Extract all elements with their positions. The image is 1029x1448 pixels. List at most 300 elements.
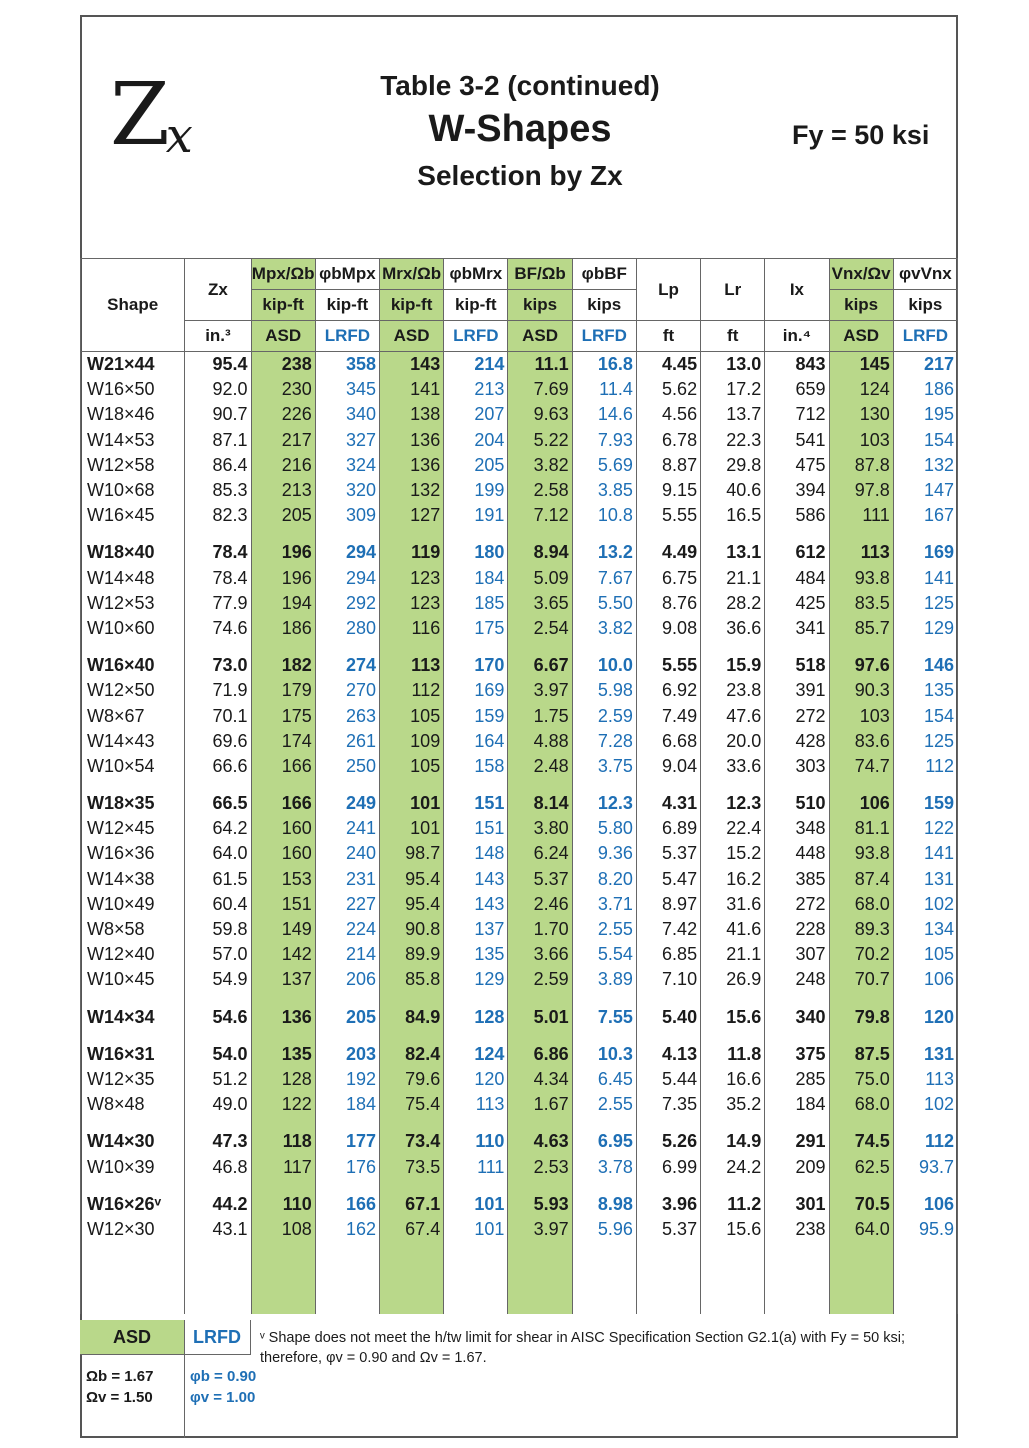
value-cell: 111 xyxy=(829,503,893,528)
value-cell: 21.1 xyxy=(701,566,765,591)
unit-cell: kips xyxy=(829,290,893,321)
value-cell: 95.9 xyxy=(893,1217,957,1242)
value-cell: 132 xyxy=(893,453,957,478)
spacer-cell xyxy=(251,1242,315,1314)
value-cell: 5.93 xyxy=(508,1180,572,1217)
value-cell: 151 xyxy=(251,892,315,917)
value-cell: 79.6 xyxy=(380,1067,444,1092)
value-cell: 7.35 xyxy=(636,1092,700,1117)
value-cell: 8.87 xyxy=(636,453,700,478)
value-cell: 73.5 xyxy=(380,1154,444,1179)
value-cell: 15.9 xyxy=(701,641,765,678)
unit-cell: kip-ft xyxy=(444,290,508,321)
value-cell: 60.4 xyxy=(185,892,251,917)
table-row xyxy=(81,841,958,866)
value-cell: 54.6 xyxy=(185,993,251,1030)
value-cell: 2.46 xyxy=(508,892,572,917)
value-cell: 294 xyxy=(315,566,379,591)
value-cell: 128 xyxy=(444,993,508,1030)
col-lp: Lp xyxy=(636,259,700,321)
value-cell: 6.75 xyxy=(636,566,700,591)
value-cell: 33.6 xyxy=(701,754,765,779)
shape-cell: W10×39 xyxy=(81,1154,185,1179)
value-cell: 26.9 xyxy=(701,967,765,992)
table-row xyxy=(81,867,958,892)
shape-cell: W12×30 xyxy=(81,1217,185,1242)
value-cell: 79.8 xyxy=(829,993,893,1030)
value-cell: 226 xyxy=(251,402,315,427)
shape-cell: W14×48 xyxy=(81,566,185,591)
value-cell: 7.69 xyxy=(508,377,572,402)
value-cell: 131 xyxy=(893,867,957,892)
value-cell: 209 xyxy=(765,1154,829,1179)
unit-cell: kips xyxy=(508,290,572,321)
value-cell: 73.4 xyxy=(380,1117,444,1154)
value-cell: 712 xyxy=(765,402,829,427)
value-cell: 7.67 xyxy=(572,566,636,591)
value-cell: 3.75 xyxy=(572,754,636,779)
value-cell: 28.2 xyxy=(701,591,765,616)
value-cell: 5.22 xyxy=(508,428,572,453)
value-cell: 13.0 xyxy=(701,352,765,378)
value-cell: 14.6 xyxy=(572,402,636,427)
value-cell: 3.82 xyxy=(508,453,572,478)
spacer-cell xyxy=(829,1242,893,1314)
value-cell: 83.5 xyxy=(829,591,893,616)
value-cell: 9.04 xyxy=(636,754,700,779)
value-cell: 375 xyxy=(765,1030,829,1067)
value-cell: 204 xyxy=(444,428,508,453)
omega-v: Ωv = 1.50 xyxy=(86,1389,153,1406)
value-cell: 54.0 xyxy=(185,1030,251,1067)
value-cell: 90.8 xyxy=(380,917,444,942)
value-cell: 85.7 xyxy=(829,616,893,641)
value-cell: 101 xyxy=(444,1180,508,1217)
value-cell: 134 xyxy=(893,917,957,942)
value-cell: 102 xyxy=(893,1092,957,1117)
table-row xyxy=(81,1067,958,1092)
shape-cell: W14×53 xyxy=(81,428,185,453)
value-cell: 240 xyxy=(315,841,379,866)
value-cell: 5.37 xyxy=(636,841,700,866)
value-cell: 125 xyxy=(893,591,957,616)
value-cell: 340 xyxy=(315,402,379,427)
value-cell: 68.0 xyxy=(829,1092,893,1117)
value-cell: 73.0 xyxy=(185,641,251,678)
col-mrx-lrfd: φbMrx xyxy=(444,259,508,290)
value-cell: 136 xyxy=(380,453,444,478)
value-cell: 54.9 xyxy=(185,967,251,992)
value-cell: 5.26 xyxy=(636,1117,700,1154)
value-cell: 87.4 xyxy=(829,867,893,892)
value-cell: 16.5 xyxy=(701,503,765,528)
table-row xyxy=(81,703,958,728)
method-cell: LRFD xyxy=(893,321,957,352)
table-row xyxy=(81,566,958,591)
value-cell: 146 xyxy=(893,641,957,678)
value-cell: 3.85 xyxy=(572,478,636,503)
value-cell: 49.0 xyxy=(185,1092,251,1117)
shape-cell: W8×48 xyxy=(81,1092,185,1117)
unit-cell: in.⁴ xyxy=(765,321,829,352)
value-cell: 102 xyxy=(893,892,957,917)
value-cell: 348 xyxy=(765,816,829,841)
value-cell: 136 xyxy=(380,428,444,453)
value-cell: 6.89 xyxy=(636,816,700,841)
value-cell: 170 xyxy=(444,641,508,678)
value-cell: 90.3 xyxy=(829,678,893,703)
value-cell: 6.67 xyxy=(508,641,572,678)
value-cell: 340 xyxy=(765,993,829,1030)
value-cell: 110 xyxy=(444,1117,508,1154)
shape-cell: W10×49 xyxy=(81,892,185,917)
value-cell: 166 xyxy=(251,779,315,816)
value-cell: 74.6 xyxy=(185,616,251,641)
value-cell: 2.53 xyxy=(508,1154,572,1179)
value-cell: 391 xyxy=(765,678,829,703)
value-cell: 3.97 xyxy=(508,1217,572,1242)
value-cell: 3.66 xyxy=(508,942,572,967)
value-cell: 103 xyxy=(829,428,893,453)
value-cell: 84.9 xyxy=(380,993,444,1030)
value-cell: 113 xyxy=(829,528,893,565)
value-cell: 5.37 xyxy=(636,1217,700,1242)
value-cell: 131 xyxy=(893,1030,957,1067)
value-cell: 216 xyxy=(251,453,315,478)
value-cell: 205 xyxy=(315,993,379,1030)
col-shape: Shape xyxy=(81,259,185,352)
omega-b: Ωb = 1.67 xyxy=(86,1368,154,1385)
value-cell: 194 xyxy=(251,591,315,616)
value-cell: 9.08 xyxy=(636,616,700,641)
value-cell: 87.8 xyxy=(829,453,893,478)
shape-cell: W14×30 xyxy=(81,1117,185,1154)
phi-v: φv = 1.00 xyxy=(190,1389,256,1406)
value-cell: 141 xyxy=(893,841,957,866)
table-body xyxy=(81,352,958,1315)
value-cell: 159 xyxy=(893,779,957,816)
value-cell: 7.12 xyxy=(508,503,572,528)
value-cell: 64.0 xyxy=(185,841,251,866)
value-cell: 586 xyxy=(765,503,829,528)
value-cell: 135 xyxy=(251,1030,315,1067)
value-cell: 92.0 xyxy=(185,377,251,402)
value-cell: 425 xyxy=(765,591,829,616)
spacer-cell xyxy=(636,1242,700,1314)
value-cell: 21.1 xyxy=(701,942,765,967)
value-cell: 320 xyxy=(315,478,379,503)
value-cell: 2.59 xyxy=(508,967,572,992)
value-cell: 227 xyxy=(315,892,379,917)
value-cell: 122 xyxy=(893,816,957,841)
value-cell: 118 xyxy=(251,1117,315,1154)
value-cell: 110 xyxy=(251,1180,315,1217)
value-cell: 98.7 xyxy=(380,841,444,866)
value-cell: 843 xyxy=(765,352,829,378)
value-cell: 78.4 xyxy=(185,566,251,591)
value-cell: 124 xyxy=(829,377,893,402)
value-cell: 82.3 xyxy=(185,503,251,528)
value-cell: 68.0 xyxy=(829,892,893,917)
shape-cell: W12×40 xyxy=(81,942,185,967)
spacer-cell xyxy=(701,1242,765,1314)
value-cell: 160 xyxy=(251,816,315,841)
value-cell: 272 xyxy=(765,703,829,728)
value-cell: 272 xyxy=(765,892,829,917)
value-cell: 119 xyxy=(380,528,444,565)
value-cell: 147 xyxy=(893,478,957,503)
method-cell: ASD xyxy=(508,321,572,352)
value-cell: 217 xyxy=(251,428,315,453)
value-cell: 16.2 xyxy=(701,867,765,892)
value-cell: 11.1 xyxy=(508,352,572,378)
value-cell: 186 xyxy=(251,616,315,641)
value-cell: 394 xyxy=(765,478,829,503)
table-row xyxy=(81,1154,958,1179)
value-cell: 123 xyxy=(380,591,444,616)
value-cell: 137 xyxy=(251,967,315,992)
value-cell: 8.20 xyxy=(572,867,636,892)
value-cell: 205 xyxy=(251,503,315,528)
value-cell: 67.4 xyxy=(380,1217,444,1242)
table-row xyxy=(81,942,958,967)
value-cell: 137 xyxy=(444,917,508,942)
col-vnx-asd: Vnx/Ωv xyxy=(829,259,893,290)
value-cell: 93.7 xyxy=(893,1154,957,1179)
table-row xyxy=(81,678,958,703)
table-row xyxy=(81,591,958,616)
zx-symbol xyxy=(110,65,197,165)
shape-cell: W10×68 xyxy=(81,478,185,503)
value-cell: 101 xyxy=(380,779,444,816)
value-cell: 238 xyxy=(251,352,315,378)
value-cell: 179 xyxy=(251,678,315,703)
value-cell: 57.0 xyxy=(185,942,251,967)
table-row xyxy=(81,1180,958,1217)
value-cell: 85.3 xyxy=(185,478,251,503)
value-cell: 135 xyxy=(444,942,508,967)
value-cell: 241 xyxy=(315,816,379,841)
table-head xyxy=(81,259,958,352)
value-cell: 122 xyxy=(251,1092,315,1117)
value-cell: 117 xyxy=(251,1154,315,1179)
value-cell: 106 xyxy=(893,1180,957,1217)
value-cell: 230 xyxy=(251,377,315,402)
col-bf-lrfd: φbBF xyxy=(572,259,636,290)
value-cell: 5.55 xyxy=(636,641,700,678)
value-cell: 309 xyxy=(315,503,379,528)
col-vnx-lrfd: φvVnx xyxy=(893,259,957,290)
value-cell: 70.5 xyxy=(829,1180,893,1217)
value-cell: 5.55 xyxy=(636,503,700,528)
value-cell: 184 xyxy=(765,1092,829,1117)
table-row xyxy=(81,1217,958,1242)
value-cell: 81.1 xyxy=(829,816,893,841)
value-cell: 6.86 xyxy=(508,1030,572,1067)
value-cell: 195 xyxy=(893,402,957,427)
value-cell: 2.54 xyxy=(508,616,572,641)
spacer-cell xyxy=(81,1242,185,1314)
value-cell: 228 xyxy=(765,917,829,942)
value-cell: 4.31 xyxy=(636,779,700,816)
value-cell: 66.6 xyxy=(185,754,251,779)
spacer-cell xyxy=(185,1242,251,1314)
table-row xyxy=(81,1092,958,1117)
table-row xyxy=(81,917,958,942)
value-cell: 112 xyxy=(380,678,444,703)
value-cell: 112 xyxy=(893,754,957,779)
value-cell: 214 xyxy=(444,352,508,378)
value-cell: 22.3 xyxy=(701,428,765,453)
legend-divider xyxy=(184,1354,185,1438)
value-cell: 106 xyxy=(829,779,893,816)
value-cell: 5.69 xyxy=(572,453,636,478)
value-cell: 154 xyxy=(893,703,957,728)
value-cell: 428 xyxy=(765,729,829,754)
value-cell: 2.59 xyxy=(572,703,636,728)
value-cell: 612 xyxy=(765,528,829,565)
shape-cell: W18×46 xyxy=(81,402,185,427)
value-cell: 3.89 xyxy=(572,967,636,992)
table-row xyxy=(81,428,958,453)
value-cell: 10.3 xyxy=(572,1030,636,1067)
value-cell: 180 xyxy=(444,528,508,565)
col-mpx-asd: Mpx/Ωb xyxy=(251,259,315,290)
value-cell: 6.99 xyxy=(636,1154,700,1179)
value-cell: 169 xyxy=(893,528,957,565)
table-row xyxy=(81,754,958,779)
value-cell: 214 xyxy=(315,942,379,967)
value-cell: 153 xyxy=(251,867,315,892)
value-cell: 13.1 xyxy=(701,528,765,565)
value-cell: 125 xyxy=(893,729,957,754)
value-cell: 327 xyxy=(315,428,379,453)
value-cell: 47.6 xyxy=(701,703,765,728)
shape-cell: W14×38 xyxy=(81,867,185,892)
shape-cell: W12×50 xyxy=(81,678,185,703)
value-cell: 74.7 xyxy=(829,754,893,779)
value-cell: 3.96 xyxy=(636,1180,700,1217)
value-cell: 5.37 xyxy=(508,867,572,892)
spacer-cell xyxy=(765,1242,829,1314)
value-cell: 9.15 xyxy=(636,478,700,503)
value-cell: 263 xyxy=(315,703,379,728)
value-cell: 164 xyxy=(444,729,508,754)
value-cell: 5.98 xyxy=(572,678,636,703)
method-cell: LRFD xyxy=(572,321,636,352)
shape-cell: W10×45 xyxy=(81,967,185,992)
shape-cell: W18×40 xyxy=(81,528,185,565)
value-cell: 274 xyxy=(315,641,379,678)
value-cell: 135 xyxy=(893,678,957,703)
table-row xyxy=(81,993,958,1030)
value-cell: 484 xyxy=(765,566,829,591)
shape-cell: W8×67 xyxy=(81,703,185,728)
value-cell: 78.4 xyxy=(185,528,251,565)
value-cell: 143 xyxy=(444,892,508,917)
value-cell: 11.2 xyxy=(701,1180,765,1217)
value-cell: 108 xyxy=(251,1217,315,1242)
value-cell: 659 xyxy=(765,377,829,402)
value-cell: 143 xyxy=(444,867,508,892)
value-cell: 35.2 xyxy=(701,1092,765,1117)
spacer-cell xyxy=(893,1242,957,1314)
shape-cell: W16×36 xyxy=(81,841,185,866)
value-cell: 123 xyxy=(380,566,444,591)
spacer-cell xyxy=(444,1242,508,1314)
value-cell: 2.55 xyxy=(572,1092,636,1117)
table-number: Table 3-2 (continued) xyxy=(380,70,660,101)
shape-cell: W16×50 xyxy=(81,377,185,402)
value-cell: 196 xyxy=(251,528,315,565)
zx-symbol-sub: x xyxy=(165,108,193,164)
table-title: W-Shapes xyxy=(428,108,612,150)
unit-cell: kip-ft xyxy=(251,290,315,321)
value-cell: 15.2 xyxy=(701,841,765,866)
table-row xyxy=(81,616,958,641)
value-cell: 301 xyxy=(765,1180,829,1217)
value-cell: 75.4 xyxy=(380,1092,444,1117)
value-cell: 17.2 xyxy=(701,377,765,402)
value-cell: 4.63 xyxy=(508,1117,572,1154)
value-cell: 12.3 xyxy=(572,779,636,816)
value-cell: 105 xyxy=(380,754,444,779)
value-cell: 176 xyxy=(315,1154,379,1179)
value-cell: 166 xyxy=(251,754,315,779)
value-cell: 89.9 xyxy=(380,942,444,967)
value-cell: 249 xyxy=(315,779,379,816)
value-cell: 141 xyxy=(380,377,444,402)
value-cell: 510 xyxy=(765,779,829,816)
value-cell: 2.48 xyxy=(508,754,572,779)
value-cell: 175 xyxy=(251,703,315,728)
header-row-3 xyxy=(81,321,958,352)
col-lr: Lr xyxy=(701,259,765,321)
value-cell: 5.62 xyxy=(636,377,700,402)
value-cell: 61.5 xyxy=(185,867,251,892)
value-cell: 15.6 xyxy=(701,993,765,1030)
value-cell: 93.8 xyxy=(829,841,893,866)
value-cell: 8.76 xyxy=(636,591,700,616)
value-cell: 162 xyxy=(315,1217,379,1242)
value-cell: 6.78 xyxy=(636,428,700,453)
col-zx: Zx xyxy=(185,259,251,321)
value-cell: 70.7 xyxy=(829,967,893,992)
value-cell: 69.6 xyxy=(185,729,251,754)
shape-cell: W10×54 xyxy=(81,754,185,779)
value-cell: 93.8 xyxy=(829,566,893,591)
value-cell: 90.7 xyxy=(185,402,251,427)
value-cell: 7.42 xyxy=(636,917,700,942)
col-bf-asd: BF/Ωb xyxy=(508,259,572,290)
table-row xyxy=(81,503,958,528)
value-cell: 116 xyxy=(380,616,444,641)
value-cell: 40.6 xyxy=(701,478,765,503)
value-cell: 182 xyxy=(251,641,315,678)
value-cell: 105 xyxy=(893,942,957,967)
selection-table xyxy=(80,258,958,1314)
legend xyxy=(80,1320,958,1438)
value-cell: 14.9 xyxy=(701,1117,765,1154)
value-cell: 7.55 xyxy=(572,993,636,1030)
value-cell: 292 xyxy=(315,591,379,616)
unit-cell: kips xyxy=(893,290,957,321)
shape-cell: W16×31 xyxy=(81,1030,185,1067)
value-cell: 270 xyxy=(315,678,379,703)
value-cell: 22.4 xyxy=(701,816,765,841)
unit-cell: ft xyxy=(701,321,765,352)
value-cell: 113 xyxy=(444,1092,508,1117)
